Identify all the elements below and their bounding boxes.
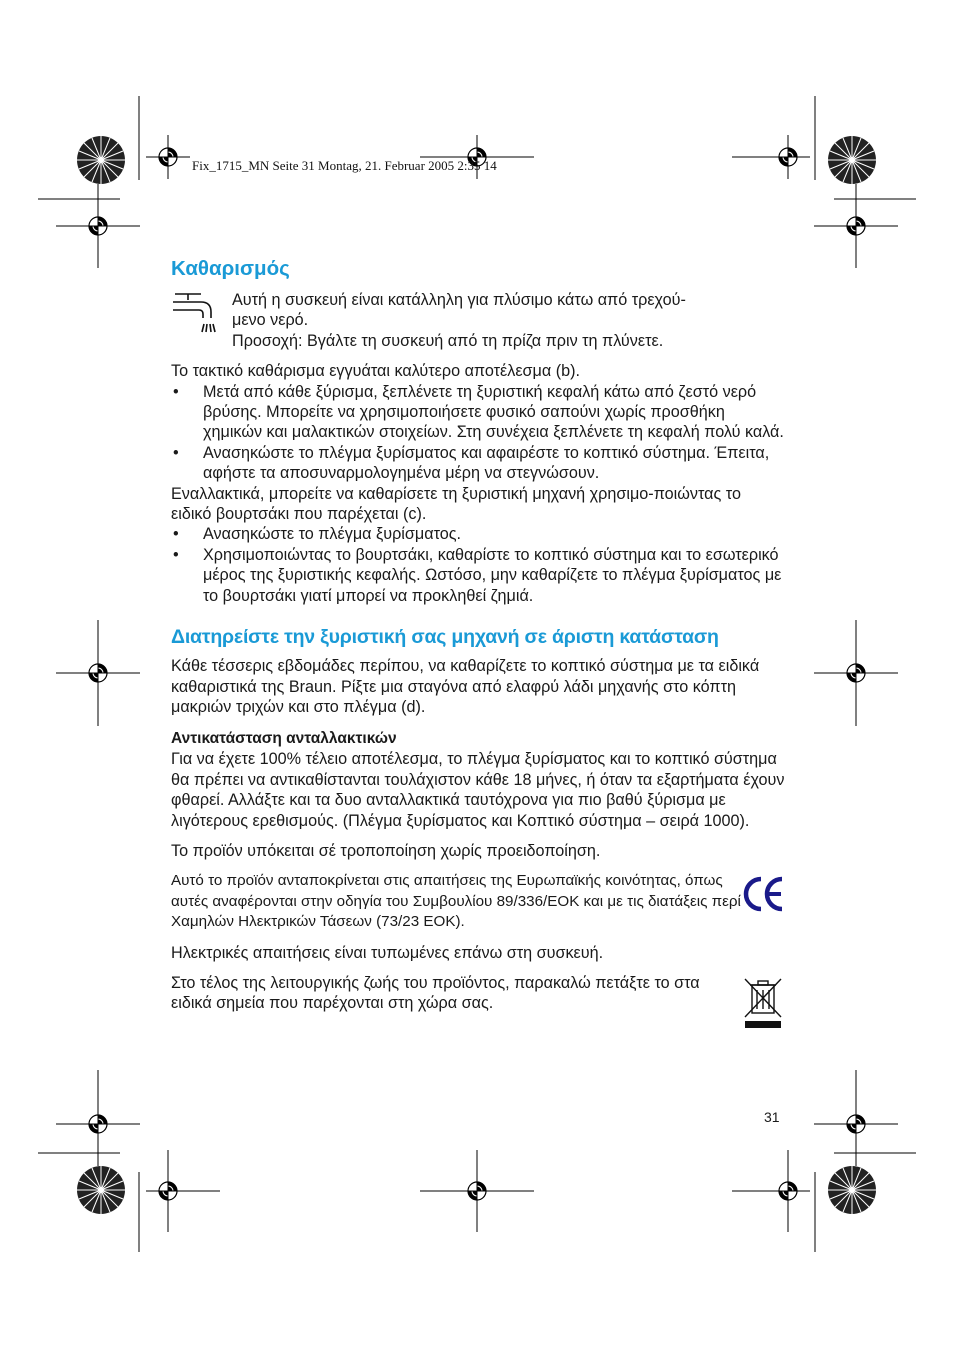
electrical-requirements: Ηλεκτρικές απαιτήσεις είναι τυπωμένες επάνω στη συσκευή. (171, 943, 604, 962)
cleaning-bullets-2 (171, 524, 785, 606)
cleaning-bullets-1 (171, 382, 785, 484)
ce-notice (171, 871, 785, 932)
replacement-text: Για να έχετε 100% τέλειο αποτέλεσμα, το πλέγμα ξυρίσματος και το κοπτικό σύστημα θα πρέπει να αντικαθίστανται τουλάχιστον κάθε 18 μήνες, ή όταν τα εξαρτήματα έχουν φθαρεί. Αλλάξτε και τα δυο ανταλλακτικά ταυτόχρονα για πιο βαθύ ξύρισμα με λιγότερους ερεθισμούς. (Πλέγμα ξυρίσματος και Κοπτικό σύστημα – σειρά 1000). (171, 750, 785, 830)
faucet-line-1: Αυτή η συσκευή είναι κατάλληλη για πλύσιμο κάτω από τρεχού- (232, 291, 686, 309)
list-item: • Μετά από κάθε ξύρισμα, ξεπλένετε τη ξυριστική κεφαλή κάτω από ζεστό νερό βρύσης. Μπορείτε να χρησιμοποιήσετε φυσικό σαπούνι χωρίς προσθήκη χημικών και μαλακτικών στοιχείων. Στη συνέχεια ξεπλένετε τη κεφαλή πολύ καλά. (171, 382, 785, 443)
list-item: • Ανασηκώστε το πλέγμα ξυρίσματος. (171, 524, 785, 544)
disposal-notice (171, 973, 785, 1014)
ce-mark-icon (741, 875, 785, 913)
replacement-title: Αντικατάσταση ανταλλακτικών (171, 730, 397, 748)
maintenance-text: Κάθε τέσσερις εβδομάδες περίπου, να καθαρίζετε το κοπτικό σύστημα με τα ειδικά καθαριστικά της Braun. Ρίξτε μια σταγόνα από ελαφρύ λάδι μηχανής στο κόπτη μακριών τριχών και στο πλέγμα (d). (171, 657, 760, 716)
cleaning-title: Καθαρισμός (171, 257, 290, 280)
cleaning-intro: Το τακτικό καθάρισμα εγγυάται καλύτερο αποτέλεσμα (b). (171, 362, 581, 381)
page-content (171, 256, 785, 1014)
faucet-icon (171, 290, 221, 334)
color-target-icon (77, 1166, 125, 1214)
list-item: • Ανασηκώστε το πλέγμα ξυρίσματος και αφαιρέστε το κοπτικό σύστημα. Έπειτα, αφήστε τα αποσυναρμολογημένα μέρη να στεγνώσουν. (171, 443, 785, 484)
color-target-icon (828, 1166, 876, 1214)
print-slug: Fix_1715_MN Seite 31 Montag, 21. Februar 2005 2:35 14 (192, 158, 497, 173)
cleaning-alternative: Εναλλακτικά, μπορείτε να καθαρίσετε τη ξυριστική μηχανή χρησιμο-ποιώντας το ειδικό βουρτσάκι που παρέχεται (c). (171, 484, 741, 524)
faucet-notice (171, 290, 785, 351)
color-target-icon (77, 136, 125, 184)
crossed-bin-icon (741, 973, 785, 1029)
page-number: 31 (764, 1109, 780, 1125)
ce-text: Αυτό το προϊόν ανταποκρίνεται στις απαιτήσεις της Ευρωπαϊκής κοινότητας, όπως αυτές αναφέρονται στην οδηγία του Συμβουλίου 89/336/ΕΟΚ και με τις διατάξεις περί Χαμηλών Ηλεκτρικών Τάσεων (73/23 ΕΟΚ). (171, 872, 741, 931)
list-item: • Χρησιμοποιώντας το βουρτσάκι, καθαρίστε το κοπτικό σύστημα και το εσωτερικό μέρος της ξυριστικής κεφαλής. Ωστόσο, μην καθαρίζετε το πλέγμα ξυρίσματος με το βουρτσάκι γιατί μπορεί να προκληθεί ζημιά. (171, 545, 785, 606)
color-target-icon (828, 136, 876, 184)
maintenance-title: Διατηρείστε την ξυριστική σας μηχανή σε άριστη κατάσταση (171, 626, 719, 649)
faucet-warning: Προσοχή: Βγάλτε τη συσκευή από τη πρίζα πριν τη πλύνετε. (232, 331, 664, 350)
modification-notice: Το προϊόν υπόκειται σέ τροποποίηση χωρίς προειδοποίηση. (171, 841, 601, 860)
faucet-line-2: μενο νερό. (232, 311, 309, 330)
disposal-text: Στο τέλος της λειτουργικής ζωής του προϊόντος, παρακαλώ πετάξτε το στα ειδικά σημεία που παρέχονται στη χώρα σας. (171, 973, 700, 1013)
